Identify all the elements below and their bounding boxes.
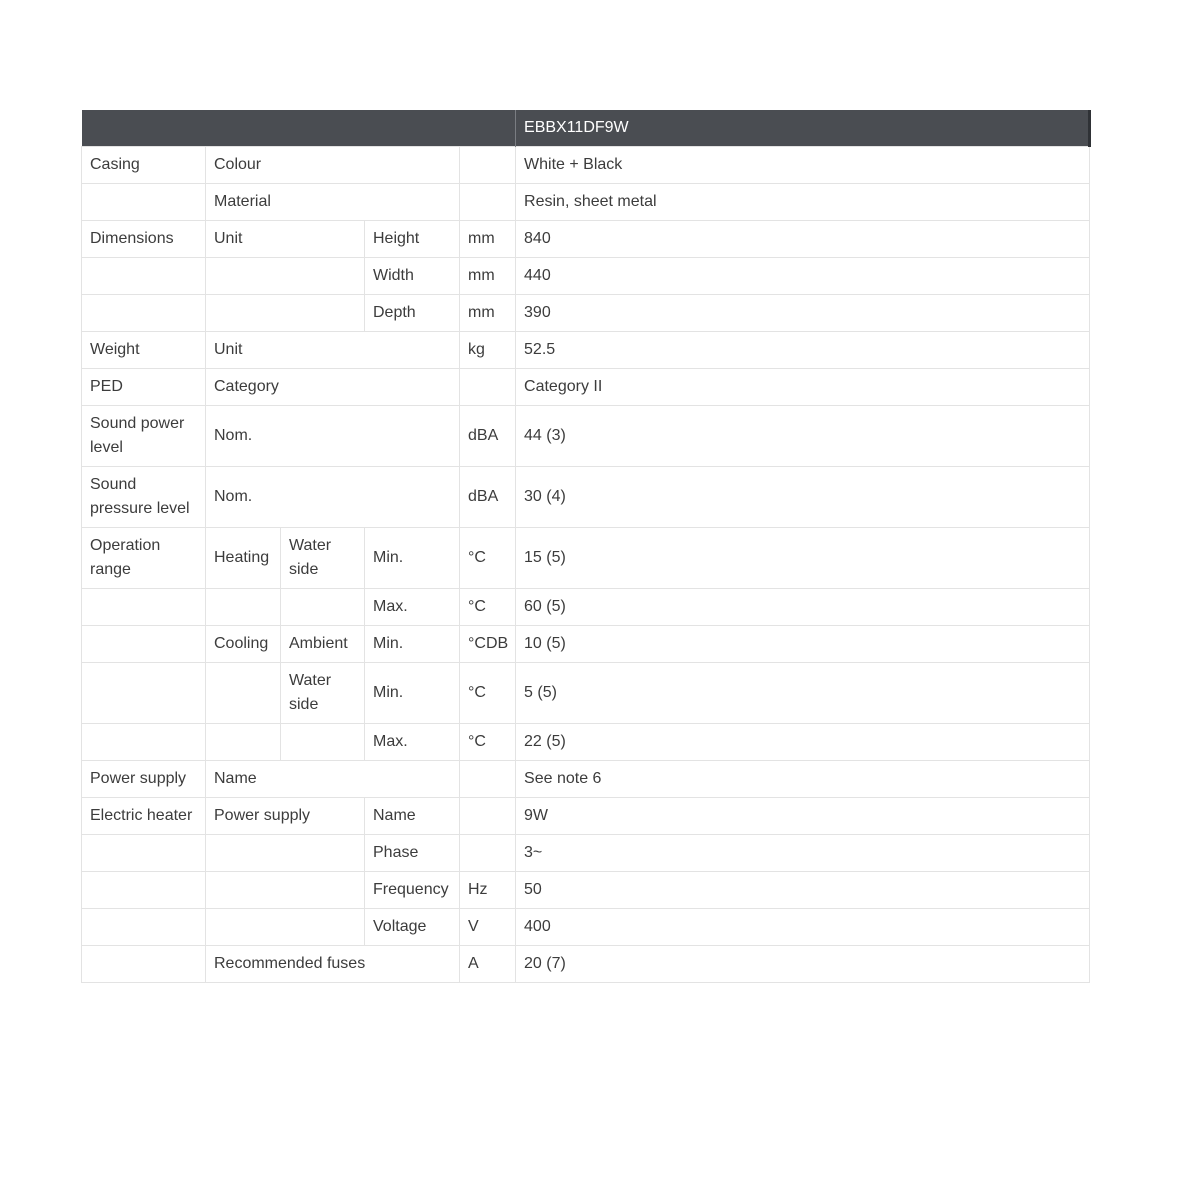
category-cell xyxy=(82,184,206,221)
unit-cell xyxy=(460,184,516,221)
category-cell xyxy=(82,835,206,872)
property-cell xyxy=(206,258,365,295)
unit-cell: kg xyxy=(460,332,516,369)
property-cell: Name xyxy=(206,761,460,798)
table-row xyxy=(82,946,1090,983)
category-cell: Electric heater xyxy=(82,798,206,835)
category-cell: Sound pressure level xyxy=(82,467,206,528)
unit-cell: mm xyxy=(460,221,516,258)
table-row xyxy=(82,909,1090,946)
unit-cell: °C xyxy=(460,724,516,761)
table-row xyxy=(82,184,1090,221)
parameter-cell: Depth xyxy=(365,295,460,332)
value-cell: 15 (5) xyxy=(516,528,1090,589)
value-cell: 440 xyxy=(516,258,1090,295)
value-cell: 390 xyxy=(516,295,1090,332)
spec-table-container xyxy=(81,110,1091,983)
value-cell: 20 (7) xyxy=(516,946,1090,983)
unit-cell: Hz xyxy=(460,872,516,909)
unit-cell: mm xyxy=(460,295,516,332)
side-cell xyxy=(281,589,365,626)
category-cell: Casing xyxy=(82,147,206,184)
category-cell xyxy=(82,295,206,332)
table-row xyxy=(82,589,1090,626)
table-row xyxy=(82,467,1090,528)
category-cell xyxy=(82,946,206,983)
unit-cell: °C xyxy=(460,589,516,626)
unit-cell: °CDB xyxy=(460,626,516,663)
table-row xyxy=(82,724,1090,761)
parameter-cell: Min. xyxy=(365,626,460,663)
table-row xyxy=(82,798,1090,835)
value-cell: 5 (5) xyxy=(516,663,1090,724)
table-row xyxy=(82,147,1090,184)
table-header-row xyxy=(82,110,1090,147)
value-cell: 400 xyxy=(516,909,1090,946)
category-cell: PED xyxy=(82,369,206,406)
side-cell: Ambient xyxy=(281,626,365,663)
property-cell: Unit xyxy=(206,332,460,369)
parameter-cell: Min. xyxy=(365,663,460,724)
unit-cell: V xyxy=(460,909,516,946)
unit-cell xyxy=(460,761,516,798)
property-cell xyxy=(206,872,365,909)
category-cell xyxy=(82,589,206,626)
value-cell: Resin, sheet metal xyxy=(516,184,1090,221)
value-cell: 840 xyxy=(516,221,1090,258)
mode-cell xyxy=(206,724,281,761)
property-cell: Nom. xyxy=(206,467,460,528)
value-cell: 50 xyxy=(516,872,1090,909)
category-cell: Dimensions xyxy=(82,221,206,258)
parameter-cell: Max. xyxy=(365,724,460,761)
table-row xyxy=(82,626,1090,663)
value-cell: 30 (4) xyxy=(516,467,1090,528)
table-row xyxy=(82,258,1090,295)
property-cell: Material xyxy=(206,184,460,221)
header-blank-cell xyxy=(82,110,516,147)
parameter-cell: Height xyxy=(365,221,460,258)
category-cell: Operation range xyxy=(82,528,206,589)
category-cell: Power supply xyxy=(82,761,206,798)
parameter-cell: Min. xyxy=(365,528,460,589)
value-cell: 60 (5) xyxy=(516,589,1090,626)
side-cell: Water side xyxy=(281,663,365,724)
unit-cell xyxy=(460,369,516,406)
unit-cell: °C xyxy=(460,663,516,724)
table-row xyxy=(82,528,1090,589)
property-cell xyxy=(206,295,365,332)
table-row xyxy=(82,872,1090,909)
unit-cell xyxy=(460,147,516,184)
value-cell: See note 6 xyxy=(516,761,1090,798)
property-cell: Category xyxy=(206,369,460,406)
unit-cell xyxy=(460,798,516,835)
side-cell xyxy=(281,724,365,761)
unit-cell: °C xyxy=(460,528,516,589)
value-cell: 3~ xyxy=(516,835,1090,872)
mode-cell: Cooling xyxy=(206,626,281,663)
table-row xyxy=(82,761,1090,798)
category-cell: Weight xyxy=(82,332,206,369)
side-cell: Water side xyxy=(281,528,365,589)
category-cell xyxy=(82,909,206,946)
value-cell: 44 (3) xyxy=(516,406,1090,467)
unit-cell: dBA xyxy=(460,406,516,467)
property-cell xyxy=(206,835,365,872)
property-cell: Colour xyxy=(206,147,460,184)
category-cell xyxy=(82,626,206,663)
value-cell: 22 (5) xyxy=(516,724,1090,761)
spec-table xyxy=(81,110,1091,983)
table-row xyxy=(82,332,1090,369)
table-row xyxy=(82,835,1090,872)
value-cell: 9W xyxy=(516,798,1090,835)
value-cell: 52.5 xyxy=(516,332,1090,369)
category-cell xyxy=(82,258,206,295)
category-cell xyxy=(82,663,206,724)
property-cell: Nom. xyxy=(206,406,460,467)
unit-cell: A xyxy=(460,946,516,983)
unit-cell xyxy=(460,835,516,872)
table-row xyxy=(82,369,1090,406)
value-cell: 10 (5) xyxy=(516,626,1090,663)
mode-cell xyxy=(206,589,281,626)
mode-cell xyxy=(206,663,281,724)
value-cell: White + Black xyxy=(516,147,1090,184)
table-row xyxy=(82,295,1090,332)
property-cell: Power supply xyxy=(206,798,365,835)
parameter-cell: Phase xyxy=(365,835,460,872)
parameter-cell: Frequency xyxy=(365,872,460,909)
category-cell: Sound power level xyxy=(82,406,206,467)
table-row xyxy=(82,406,1090,467)
table-row xyxy=(82,221,1090,258)
parameter-cell: Max. xyxy=(365,589,460,626)
category-cell xyxy=(82,872,206,909)
unit-cell: mm xyxy=(460,258,516,295)
table-row xyxy=(82,663,1090,724)
parameter-cell: Width xyxy=(365,258,460,295)
property-cell: Recommended fuses xyxy=(206,946,460,983)
parameter-cell: Voltage xyxy=(365,909,460,946)
category-cell xyxy=(82,724,206,761)
model-header: EBBX11DF9W xyxy=(516,110,1090,147)
property-cell: Unit xyxy=(206,221,365,258)
property-cell xyxy=(206,909,365,946)
unit-cell: dBA xyxy=(460,467,516,528)
value-cell: Category II xyxy=(516,369,1090,406)
mode-cell: Heating xyxy=(206,528,281,589)
parameter-cell: Name xyxy=(365,798,460,835)
